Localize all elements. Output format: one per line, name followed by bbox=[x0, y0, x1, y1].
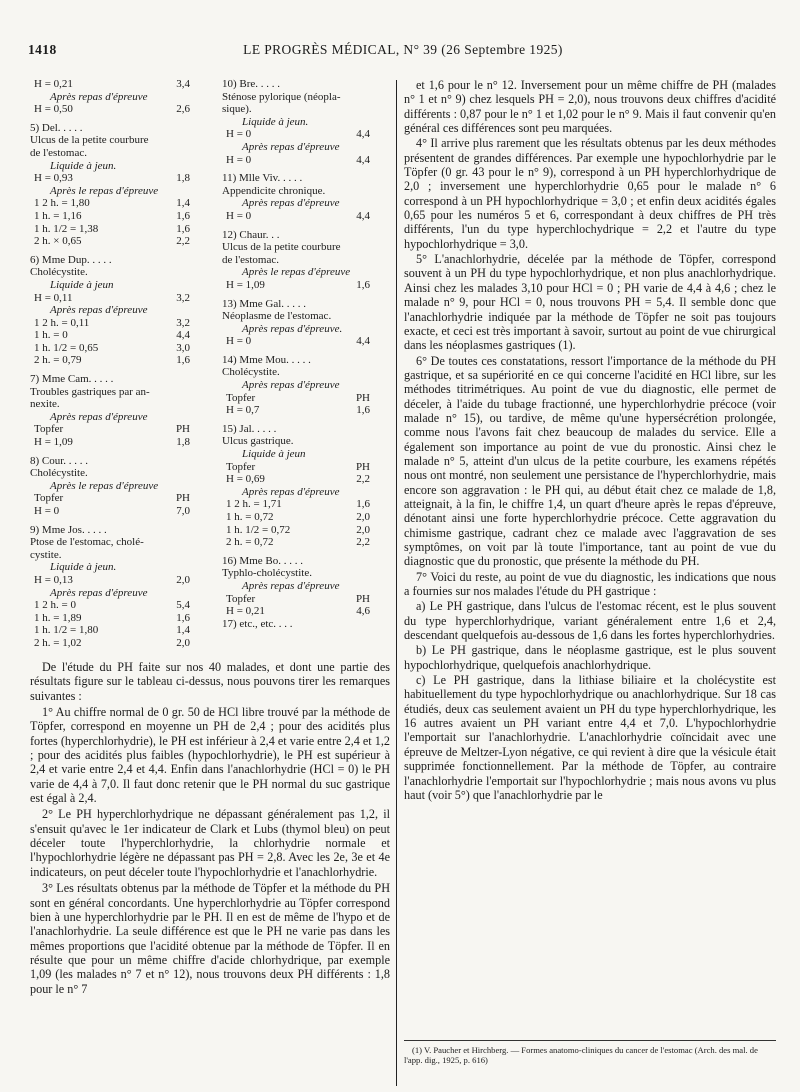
case-text: Ulcus de la petite courbure bbox=[222, 241, 341, 254]
condition-label: Après repas d'épreuve bbox=[242, 579, 340, 592]
measure-row bbox=[222, 473, 390, 486]
ph-value: 1,6 bbox=[176, 222, 190, 235]
footnote-text: (1) V. Paucher et Hirchberg. — Formes anatomo-cliniques du cancer de l'estomac (Arch. des mal. de l'app. dig., 1925, p. 616) bbox=[404, 1045, 758, 1065]
acidity-value: H = 0,21 bbox=[34, 78, 73, 90]
measure-row bbox=[30, 223, 210, 236]
case-block bbox=[30, 122, 210, 248]
case-text: Cholécystite. bbox=[30, 467, 88, 480]
measure-row bbox=[222, 593, 390, 606]
acidity-value: H = 0,50 bbox=[34, 103, 73, 116]
acidity-value: H = 0,11 bbox=[34, 291, 73, 304]
measure-row bbox=[30, 436, 210, 449]
case-title: 15) Jal. . . . . bbox=[222, 422, 277, 435]
paragraph: 2° Le PH hyperchlorhydrique ne dépassant généralement pas 1,2, il s'ensuit qu'avec le 1er indicateur de Clark et Lubs (thymol bleu) on peut déceler toute l'hyperchlorhydrie, la chlorhydrie normale et l'hypochlorhydrie légère ne dépassant pas PH = 2,8. Avec les 2e, 3e et 4e indicateurs, on peut déceler toute l'hypochlorhydrie et l'anachlorhydrie. bbox=[30, 807, 390, 879]
measure-row bbox=[222, 335, 390, 348]
acidity-value: H = 0 bbox=[226, 128, 252, 141]
measure-row bbox=[30, 492, 210, 505]
acidity-value: 1 2 h. = 0 bbox=[34, 599, 76, 612]
paragraph: 1° Au chiffre normal de 0 gr. 50 de HCl libre trouvé par la méthode de Töpfer, correspond en moyenne un PH de 2,4 ; pour des acidités plus fortes (hyperchlorhydrie), le PH est inférieur à 2,4 et varie entre 2,4 et 1,2 ; pour des acidités plus faibles (hypochlorhydrie), le PH est supérieur à 2,4 et varie entre 2,4 et 4,4. Enfin dans l'anachlorhydrie (HCl = 0) le PH varie de 4,4 à 7,0. Il faut donc retenir que le PH normal du suc gastrique est égal à 2,4. bbox=[30, 705, 390, 806]
ph-value: 3,4 bbox=[176, 78, 190, 90]
case-block bbox=[30, 254, 210, 367]
case-block bbox=[222, 229, 390, 292]
ph-value: 4,4 bbox=[356, 128, 370, 141]
ph-value: 2,0 bbox=[176, 636, 190, 649]
acidity-value: 1 h. 1/2 = 1,38 bbox=[34, 222, 99, 235]
ph-value: 1,6 bbox=[176, 611, 190, 624]
measure-row bbox=[222, 279, 390, 292]
case-text: Troubles gastriques par an- bbox=[30, 385, 150, 398]
ph-value: 2,2 bbox=[176, 235, 190, 248]
paragraph: 3° Les résultats obtenus par la méthode de Töpfer et la méthode du PH sont en général concordants. Une hyperchlorhydrie au Töpfer correspond bien à une hyperchlorhydrie par le PH. Il en est de même de l'hypo et de l'anachlorhydrie. La seule différence est que le PH ne varie pas dans les mêmes proportions que l'acidité obtenue par la méthode de Töpfer. Il en résulte que pour un même chiffre d'acide chlorhydrique, par exemple 1,09 (les malades n° 7 et n° 12), nous trouvons deux PH différents : 1,8 pour le n° 7 bbox=[30, 881, 390, 996]
condition-label: Liquide à jeun. bbox=[50, 159, 117, 172]
condition-label: Après repas d'épreuve bbox=[242, 140, 340, 153]
case-block bbox=[30, 373, 210, 449]
acidity-value: 1 h. 1/2 = 1,80 bbox=[34, 624, 99, 637]
measure-row bbox=[30, 423, 210, 436]
acidity-value: H = 0 bbox=[226, 209, 252, 222]
case-block bbox=[30, 524, 210, 650]
case-title: 6) Mme Dup. . . . . bbox=[30, 253, 112, 266]
acidity-value: 1 h. 1/2 = 0,72 bbox=[226, 523, 291, 536]
remarks-text-right bbox=[404, 78, 776, 803]
measure-row bbox=[30, 103, 210, 116]
measure-row bbox=[30, 329, 210, 342]
condition-label: Liquide à jeun. bbox=[242, 115, 309, 128]
ph-value: PH bbox=[355, 391, 370, 404]
column-rule bbox=[396, 80, 397, 1086]
paragraph: 5° L'anachlorhydrie, décelée par la méthode de Töpfer, correspond souvent à un PH du type hypochlorhydrique, et non plus anachlorhydrique. Ainsi chez les malades 3,10 pour HCl = 0 ; PH varie de 4,4 à 4,6 ; chez le malade n° 9, pour HCl = 0, nous trouvons PH = 5,4. Il semble donc que l'anachlorhydrie indiquée par la méthode de Töpfer ne soit pas toujours exacte, et ceci est très important à savoir, surtout au point de vue chirurgical dans les néoplasmes gastriques (1). bbox=[404, 252, 776, 353]
ph-value: 2,0 bbox=[176, 573, 190, 586]
ph-value: PH bbox=[355, 592, 370, 605]
paragraph: et 1,6 pour le n° 12. Inversement pour un même chiffre de PH (malades n° 1 et n° 9) chez lesquels PH = 2,0), nous trouvons deux chiffres d'acidité différents : 0,87 pour le n° 1 et 1,02 pour le n° 9. Mais il faut convenir qu'en général ces différences sont peu marquées. bbox=[404, 78, 776, 136]
measure-row bbox=[30, 172, 210, 185]
acidity-value: 2 h. = 0,72 bbox=[226, 536, 274, 549]
case-title: 11) Mlle Viv. . . . . bbox=[222, 172, 303, 185]
paragraph: 7° Voici du reste, au point de vue du diagnostic, les indications que nous a fournies sur nos malades l'étude du PH gastrique : bbox=[404, 569, 776, 599]
ph-value: 1,4 bbox=[176, 197, 190, 210]
case-block bbox=[222, 172, 390, 222]
acidity-value: 1 h. = 0 bbox=[34, 329, 68, 342]
measure-row bbox=[30, 599, 210, 612]
case-table-middle bbox=[222, 78, 390, 636]
measure-row bbox=[222, 392, 390, 405]
acidity-value: 1 h. = 1,89 bbox=[34, 611, 82, 624]
acidity-value: H = 0,7 bbox=[226, 404, 260, 417]
condition-label: Après repas d'épreuve bbox=[50, 586, 148, 599]
ph-value: 1,6 bbox=[176, 209, 190, 222]
ph-value: 1,6 bbox=[356, 404, 370, 417]
case-text: Typhlo-cholécystite. bbox=[222, 567, 312, 580]
ph-value: PH bbox=[355, 460, 370, 473]
measure-row bbox=[222, 498, 390, 511]
ph-value: 1,6 bbox=[356, 278, 370, 291]
ph-value: 4,4 bbox=[356, 335, 370, 348]
case-title: 12) Chaur. . . bbox=[222, 228, 280, 241]
measure-row bbox=[222, 128, 390, 141]
ph-value: PH bbox=[175, 423, 190, 436]
acidity-value: H = 0 bbox=[226, 335, 252, 348]
footnote bbox=[404, 1040, 776, 1065]
condition-label: Liquide à jeun bbox=[50, 278, 114, 291]
case-block bbox=[222, 423, 390, 549]
case-text: cystite. bbox=[30, 548, 62, 561]
case-text: Cholécystite. bbox=[222, 366, 280, 379]
paragraph: b) Le PH gastrique, dans le néoplasme gastrique, est le plus souvent hypochlorhydrique, quelquefois anachlorhydrique. bbox=[404, 643, 776, 672]
paragraph: c) Le PH gastrique, dans la lithiase biliaire et la cholécystite est habituellement du type hypochlorhydrique ou anachlorhydrique. Sur 18 cas étudiés, deux cas seulement avaient un PH du type hyperchlorhydrique, les 16 autres avaient un PH variant entre 4,4 et 7,0. L'hypochlorhydrie l'emportait sur l'anachlorhydrie. L'anachlorhydrie coïncidait avec une épreuve de Meltzer-Lyon négative, ce qui revient à dire que la vésicule était supprimée fonctionnellement. Par la méthode de Töpfer, au contraire l'anachlorhydrie l'emportait sur l'hypochlorhydrie ; mais nous avons vu plus haut (voir 5°) que l'anachlorhydrie par le bbox=[404, 673, 776, 802]
acidity-value: H = 0,69 bbox=[226, 473, 265, 486]
case-text: nexite. bbox=[30, 398, 60, 411]
acidity-value: H = 0,21 bbox=[226, 605, 265, 618]
acidity-value: H = 0 bbox=[34, 505, 60, 517]
ph-value: 1,6 bbox=[356, 498, 370, 511]
case-block bbox=[222, 555, 390, 631]
remarks-text-left bbox=[30, 660, 390, 998]
case-title: 10) Bre. . . . . bbox=[222, 78, 281, 90]
ph-value: 3,2 bbox=[176, 316, 190, 329]
measure-row bbox=[222, 461, 390, 474]
measure-row bbox=[222, 404, 390, 417]
ph-value: 2,0 bbox=[356, 523, 370, 536]
condition-label: Après repas d'épreuve. bbox=[242, 322, 343, 335]
condition-label: Après repas d'épreuve bbox=[50, 90, 148, 103]
ph-value: 1,6 bbox=[176, 354, 190, 367]
case-text: Ptose de l'estomac, cholé- bbox=[30, 536, 144, 549]
case-title: 5) Del. . . . . bbox=[30, 121, 83, 134]
acidity-value: Topfer bbox=[34, 423, 64, 436]
condition-label: Après le repas d'épreuve bbox=[50, 184, 159, 197]
acidity-value: 1 2 h. = 1,80 bbox=[34, 197, 90, 210]
case-text: Appendicite chronique. bbox=[222, 184, 326, 197]
journal-title: LE PROGRÈS MÉDICAL, N° 39 (26 Septembre 1925) bbox=[243, 42, 563, 57]
measure-row bbox=[222, 536, 390, 549]
case-block bbox=[30, 78, 210, 116]
ph-value: PH bbox=[175, 492, 190, 505]
acidity-value: Topfer bbox=[226, 391, 256, 404]
acidity-value: 1 h. = 0,72 bbox=[226, 511, 274, 523]
acidity-value: 1 h. = 1,16 bbox=[34, 209, 82, 222]
case-block bbox=[222, 298, 390, 348]
acidity-value: H = 1,09 bbox=[226, 278, 265, 291]
measure-row bbox=[30, 78, 210, 91]
ph-value: 2,6 bbox=[176, 103, 190, 116]
case-text: Ulcus de la petite courbure bbox=[30, 134, 149, 147]
measure-row bbox=[30, 574, 210, 587]
condition-label: Après repas d'épreuve bbox=[50, 410, 148, 423]
acidity-value: 1 2 h. = 0,11 bbox=[34, 316, 90, 329]
acidity-value: H = 1,09 bbox=[34, 436, 73, 449]
acidity-value: Topfer bbox=[226, 592, 256, 605]
case-title: 9) Mme Jos. . . . . bbox=[30, 523, 107, 536]
measure-row bbox=[30, 197, 210, 210]
case-title: 8) Cour. . . . . bbox=[30, 454, 89, 467]
condition-label: Après repas d'épreuve bbox=[242, 379, 340, 392]
ph-value: 2,0 bbox=[356, 511, 370, 523]
acidity-value: Topfer bbox=[34, 492, 64, 505]
case-text: Néoplasme de l'estomac. bbox=[222, 310, 332, 323]
condition-label: Liquide à jeun bbox=[242, 448, 306, 461]
ph-value: 7,0 bbox=[176, 505, 190, 517]
measure-row bbox=[222, 524, 390, 537]
measure-row bbox=[30, 637, 210, 650]
case-title: 13) Mme Gal. . . . . bbox=[222, 297, 307, 310]
case-table-left bbox=[30, 78, 210, 656]
case-block bbox=[222, 354, 390, 417]
case-text: de l'estomac. bbox=[222, 253, 279, 266]
measure-row bbox=[30, 235, 210, 248]
acidity-value: 2 h. = 1,02 bbox=[34, 636, 82, 649]
case-title: 16) Mme Bo. . . . . bbox=[222, 554, 303, 567]
measure-row bbox=[30, 624, 210, 637]
measure-row bbox=[30, 354, 210, 367]
condition-label: Après repas d'épreuve bbox=[50, 304, 148, 317]
case-block bbox=[30, 455, 210, 518]
ph-value: 2,2 bbox=[356, 473, 370, 486]
measure-row bbox=[222, 605, 390, 618]
case-title: 7) Mme Cam. . . . . bbox=[30, 373, 114, 386]
case-text: sique). bbox=[222, 103, 252, 116]
case-block bbox=[222, 78, 390, 166]
case-text: Sténose pylorique (néopla- bbox=[222, 90, 341, 103]
paragraph: a) Le PH gastrique, dans l'ulcus de l'estomac récent, est le plus souvent du type hyperchlorhydrique, variant généralement entre 1,6 et 2,4, descendant quelquefois au-dessous de 1,6 dans les fortes hyperchlorhydries. bbox=[404, 599, 776, 643]
measure-row bbox=[30, 317, 210, 330]
condition-label: Liquide à jeun. bbox=[50, 561, 117, 574]
paragraph: 6° De toutes ces constatations, ressort l'importance de la méthode du PH gastrique, et sa supériorité en ce qui concerne l'acidité en HCl libre, sur les méthodes titrimétriques. Au point de vue du diagnostic, elle permet de déceler, à l'aide du tubage fractionné, une hyperchlorhydrie précoce (voir malade n° 15), ou tardive, de même qu'une hypersécrétion prolongée, comme nous l'avons fait chez beaucoup de malades du service. Elle a également son importance au point de vue du pronostic. Ainsi chez le malade n° 5, atteint d'un ulcus de la petite courbure, les examens répétés nous ont montré, non seulement une persistance de l'hyperchlorhydrie, mais encore son aggravation : le PH qui, au début était chez ce malade de 1,8, atteignait, à la fin, le chiffre 1,4, un quart d'heure après le repas d'épreuve, dénotant ainsi une forte hyperchlorhydrie précoce. Cette aggravation du chimisme gastrique, cadrant chez ce malade avec l'aggravation de ses symptômes, on voit par là toute l'importance, tant au point de vue du diagnostic que du pronostic, que présente la méthode du PH. bbox=[404, 353, 776, 569]
ph-value: 3,0 bbox=[176, 341, 190, 354]
paragraph: De l'étude du PH faite sur nos 40 malades, et dont une partie des résultats figure sur le tableau ci-dessus, nous pouvons tirer les remarques suivantes : bbox=[30, 660, 390, 703]
condition-label: Après le repas d'épreuve bbox=[50, 479, 159, 492]
ph-value: 4,4 bbox=[356, 209, 370, 222]
ph-value: 2,2 bbox=[356, 536, 370, 549]
case-text: 17) etc., etc. . . . bbox=[222, 617, 293, 630]
case-text: Cholécystite. bbox=[30, 266, 88, 279]
acidity-value: H = 0,13 bbox=[34, 573, 73, 586]
acidity-value: 1 2 h. = 1,71 bbox=[226, 498, 282, 511]
measure-row bbox=[30, 210, 210, 223]
measure-row bbox=[222, 511, 390, 524]
measure-row bbox=[30, 292, 210, 305]
acidity-value: Topfer bbox=[226, 460, 256, 473]
measure-row bbox=[222, 154, 390, 167]
ph-value: 3,2 bbox=[176, 291, 190, 304]
acidity-value: 2 h. × 0,65 bbox=[34, 235, 82, 248]
case-title: 14) Mme Mou. . . . . bbox=[222, 353, 311, 366]
ph-value: 1,8 bbox=[176, 436, 190, 449]
acidity-value: H = 0 bbox=[226, 153, 252, 166]
running-header bbox=[28, 42, 778, 62]
case-text: Ulcus gastrique. bbox=[222, 435, 294, 448]
ph-value: 5,4 bbox=[176, 599, 190, 612]
ph-value: 1,8 bbox=[176, 172, 190, 185]
ph-value: 1,4 bbox=[176, 624, 190, 637]
ph-value: 4,4 bbox=[176, 329, 190, 342]
condition-label: Après repas d'épreuve bbox=[242, 485, 340, 498]
acidity-value: 2 h. = 0,79 bbox=[34, 354, 82, 367]
acidity-value: 1 h. 1/2 = 0,65 bbox=[34, 341, 99, 354]
paragraph: 4° Il arrive plus rarement que les résultats obtenus par les deux méthodes présentent de grandes différences. Par exemple une hypochlorhydrie par le Töpfer (0 gr. 43 pour le n° 9), correspond à un PH hyperchlorhydrique de 2,0 ; inversement une hyperchlorhydrie 0,65 pour le malade n° 6 correspond à un PH hypochlorhydrique = 3,0 ; et enfin deux acidités égales 0,65 pour les numéros 5 et 6, correspondant à deux chiffres de PH très différents, l'un du type hyperchlochydrique = 2,2 et l'autre du type hypochlorhydrique = 3,0. bbox=[404, 136, 776, 251]
case-text: de l'estomac. bbox=[30, 146, 87, 159]
measure-row bbox=[30, 612, 210, 625]
measure-row bbox=[222, 210, 390, 223]
ph-value: 4,4 bbox=[356, 153, 370, 166]
page-number: 1418 bbox=[28, 42, 57, 57]
condition-label: Après repas d'épreuve bbox=[242, 197, 340, 210]
measure-row bbox=[30, 505, 210, 518]
measure-row bbox=[30, 342, 210, 355]
acidity-value: H = 0,93 bbox=[34, 172, 73, 185]
condition-label: Après le repas d'épreuve bbox=[242, 266, 351, 279]
ph-value: 4,6 bbox=[356, 605, 370, 618]
